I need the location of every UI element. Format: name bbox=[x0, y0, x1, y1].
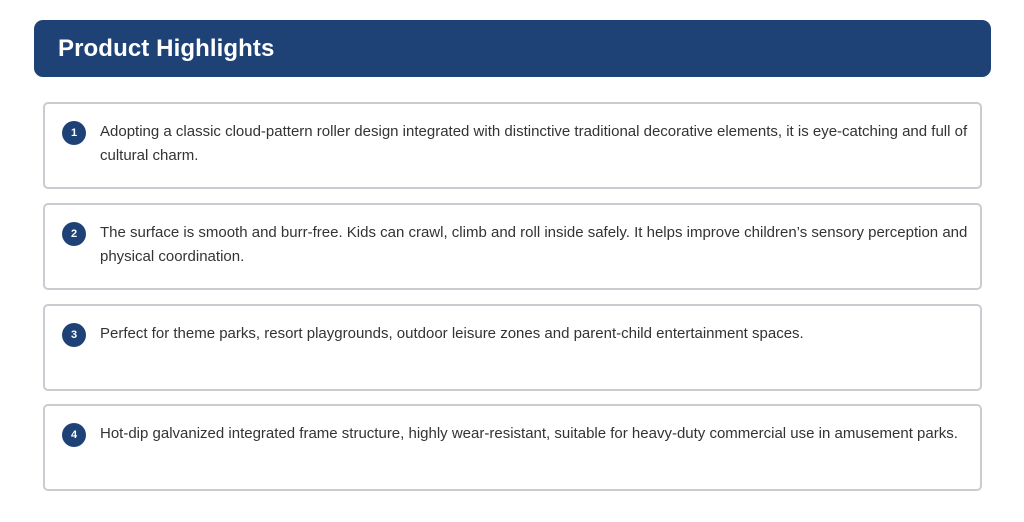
section-title: Product Highlights bbox=[58, 34, 275, 62]
highlight-card-1 bbox=[43, 102, 982, 189]
highlight-text: The surface is smooth and burr-free. Kids can crawl, climb and roll inside safely. It helps improve children’s sensory perception and physical coordination. bbox=[100, 224, 968, 265]
highlight-card-3 bbox=[43, 304, 982, 391]
highlight-card-2 bbox=[43, 203, 982, 290]
highlight-text: Hot-dip galvanized integrated frame structure, highly wear-resistant, suitable for heavy-duty commercial use in amusement parks. bbox=[100, 425, 958, 442]
highlight-number-badge: 3 bbox=[62, 323, 86, 347]
highlight-text: Adopting a classic cloud-pattern roller design integrated with distinctive traditional decorative elements, it is eye-catching and full of cultural charm. bbox=[100, 123, 968, 164]
highlight-number-badge: 2 bbox=[62, 222, 86, 246]
highlight-number-badge: 1 bbox=[62, 121, 86, 145]
highlight-text: Perfect for theme parks, resort playgrounds, outdoor leisure zones and parent-child entertainment spaces. bbox=[100, 325, 804, 342]
highlight-card-4 bbox=[43, 404, 982, 491]
section-header bbox=[34, 20, 991, 77]
highlight-number-badge: 4 bbox=[62, 423, 86, 447]
